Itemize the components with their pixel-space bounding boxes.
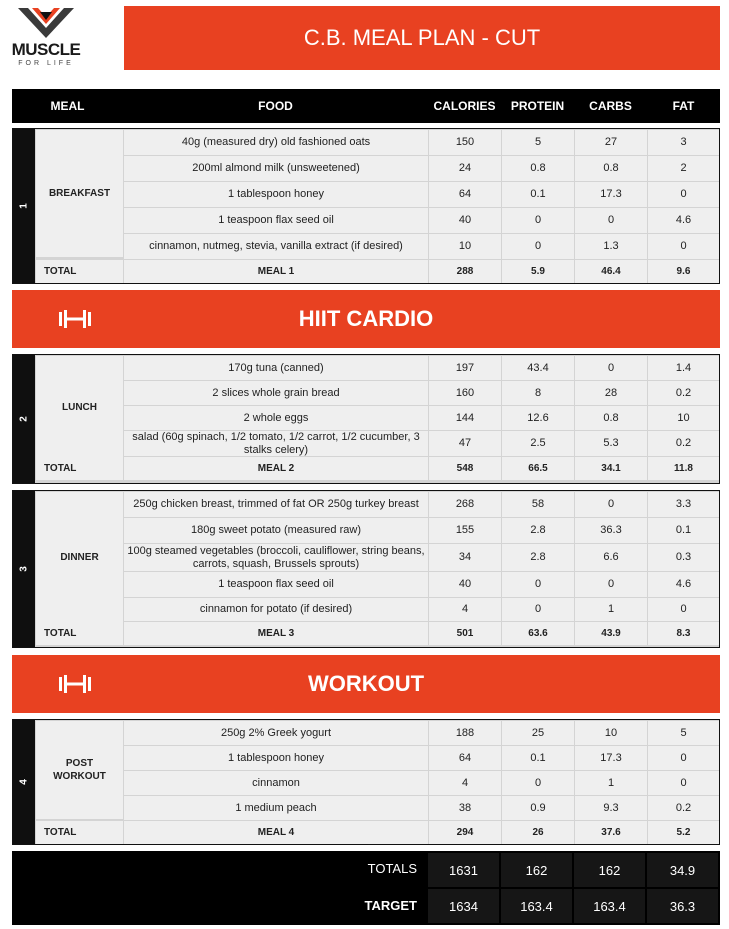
food-cell: 200ml almond milk (unsweetened) xyxy=(124,156,428,181)
fat-cell: 0 xyxy=(648,746,719,770)
meal-number: 3 xyxy=(18,566,30,572)
col-meal: MEAL xyxy=(50,99,85,113)
food-cell: 1 tablespoon honey xyxy=(124,182,428,207)
calories-cell: 10 xyxy=(429,234,501,259)
calories-cell: 268 xyxy=(429,492,501,517)
calories-cell: 24 xyxy=(429,156,501,181)
protein-cell: 12.6 xyxy=(502,406,574,430)
calories-cell: 47 xyxy=(429,431,501,456)
protein-cell: 0.8 xyxy=(502,156,574,181)
carbs-cell: 1 xyxy=(575,771,647,795)
meal-block-4 xyxy=(12,719,720,845)
meal-name: LUNCH xyxy=(36,356,123,458)
calories-cell: 160 xyxy=(429,381,501,405)
target-carbs: 163.4 xyxy=(574,889,645,923)
total-meal-cell: MEAL 2 xyxy=(124,457,428,480)
protein-cell: 25 xyxy=(502,721,574,745)
food-cell: 2 slices whole grain bread xyxy=(124,381,428,405)
calories-cell: 64 xyxy=(429,182,501,207)
total-fat-cell: 11.8 xyxy=(648,457,719,480)
food-cell: cinnamon for potato (if desired) xyxy=(124,598,428,621)
calories-cell: 64 xyxy=(429,746,501,770)
total-label: TOTAL xyxy=(36,260,123,283)
col-calories: CALORIES xyxy=(433,99,496,113)
total-meal-cell: MEAL 3 xyxy=(124,622,428,645)
muscle-for-life-logo xyxy=(10,6,110,72)
protein-cell: 0.9 xyxy=(502,796,574,820)
food-cell: cinnamon xyxy=(124,771,428,795)
food-cell: 1 teaspoon flax seed oil xyxy=(124,208,428,233)
carbs-cell: 0 xyxy=(575,356,647,380)
total-carbs-cell: 34.1 xyxy=(575,457,647,480)
calories-cell: 155 xyxy=(429,518,501,543)
meal-name: POST WORKOUT xyxy=(36,721,123,819)
col-food: FOOD xyxy=(258,99,293,113)
carbs-cell: 0 xyxy=(575,572,647,597)
food-cell: 2 whole eggs xyxy=(124,406,428,430)
total-carbs-cell: 46.4 xyxy=(575,260,647,283)
logo-subtext: FOR LIFE xyxy=(18,60,74,67)
fat-cell: 1.4 xyxy=(648,356,719,380)
food-cell: cinnamon, nutmeg, stevia, vanilla extract (if desired) xyxy=(124,234,428,259)
food-cell: 1 medium peach xyxy=(124,796,428,820)
total-carbs-cell: 43.9 xyxy=(575,622,647,645)
meal-number-bar xyxy=(13,491,35,647)
fat-cell: 4.6 xyxy=(648,572,719,597)
food-cell: 100g steamed vegetables (broccoli, cauliflower, string beans, carrots, squash, Brussels sprouts) xyxy=(124,544,428,571)
carbs-cell: 17.3 xyxy=(575,182,647,207)
food-cell: 250g chicken breast, trimmed of fat OR 250g turkey breast xyxy=(124,492,428,517)
total-fat-cell: 5.2 xyxy=(648,821,719,844)
fat-cell: 3.3 xyxy=(648,492,719,517)
calories-cell: 38 xyxy=(429,796,501,820)
food-cell: 1 teaspoon flax seed oil xyxy=(124,572,428,597)
carbs-cell: 17.3 xyxy=(575,746,647,770)
total-calories-cell: 548 xyxy=(429,457,501,480)
total-calories-cell: 501 xyxy=(429,622,501,645)
totals-panel xyxy=(12,851,720,925)
protein-cell: 43.4 xyxy=(502,356,574,380)
calories-cell: 144 xyxy=(429,406,501,430)
fat-cell: 0 xyxy=(648,771,719,795)
calories-cell: 197 xyxy=(429,356,501,380)
fat-cell: 2 xyxy=(648,156,719,181)
food-cell: 180g sweet potato (measured raw) xyxy=(124,518,428,543)
target-calories: 1634 xyxy=(428,889,499,923)
total-protein-cell: 26 xyxy=(502,821,574,844)
workout-title: WORKOUT xyxy=(307,671,425,696)
protein-cell: 0 xyxy=(502,598,574,621)
fat-cell: 0 xyxy=(648,234,719,259)
hiit-cardio-banner xyxy=(12,290,720,348)
total-calories-cell: 288 xyxy=(429,260,501,283)
total-protein-cell: 66.5 xyxy=(502,457,574,480)
carbs-cell: 0 xyxy=(575,208,647,233)
meal-number-bar xyxy=(13,355,35,483)
fat-cell: 0.2 xyxy=(648,431,719,456)
carbs-cell: 36.3 xyxy=(575,518,647,543)
col-fat: FAT xyxy=(672,99,695,113)
fat-cell: 0 xyxy=(648,182,719,207)
target-protein: 163.4 xyxy=(501,889,572,923)
total-meal-cell: MEAL 4 xyxy=(124,821,428,844)
food-cell: salad (60g spinach, 1/2 tomato, 1/2 carrot, 1/2 cucumber, 3 stalks celery) xyxy=(124,431,428,456)
totals-calories: 1631 xyxy=(428,853,499,887)
fat-cell: 0 xyxy=(648,598,719,621)
carbs-cell: 9.3 xyxy=(575,796,647,820)
carbs-cell: 5.3 xyxy=(575,431,647,456)
carbs-cell: 0.8 xyxy=(575,156,647,181)
protein-cell: 0 xyxy=(502,572,574,597)
food-cell: 170g tuna (canned) xyxy=(124,356,428,380)
fat-cell: 0.1 xyxy=(648,518,719,543)
target-fat: 36.3 xyxy=(647,889,718,923)
protein-cell: 0 xyxy=(502,234,574,259)
calories-cell: 34 xyxy=(429,544,501,571)
logo-v-icon xyxy=(10,6,82,40)
calories-cell: 40 xyxy=(429,208,501,233)
fat-cell: 0.2 xyxy=(648,381,719,405)
total-fat-cell: 8.3 xyxy=(648,622,719,645)
column-header-row xyxy=(12,89,720,123)
meal-block-3 xyxy=(12,490,720,648)
calories-cell: 150 xyxy=(429,130,501,155)
protein-cell: 5 xyxy=(502,130,574,155)
fat-cell: 10 xyxy=(648,406,719,430)
col-protein: PROTEIN xyxy=(510,99,565,113)
total-label: TOTAL xyxy=(36,457,123,480)
meal-name: DINNER xyxy=(36,492,123,622)
food-cell: 250g 2% Greek yogurt xyxy=(124,721,428,745)
protein-cell: 2.8 xyxy=(502,544,574,571)
calories-cell: 4 xyxy=(429,598,501,621)
totals-label: TOTALS xyxy=(367,861,417,876)
carbs-cell: 27 xyxy=(575,130,647,155)
calories-cell: 188 xyxy=(429,721,501,745)
totals-fat: 34.9 xyxy=(647,853,718,887)
hiit-cardio-title: HIIT CARDIO xyxy=(298,306,434,331)
protein-cell: 2.8 xyxy=(502,518,574,543)
total-label: TOTAL xyxy=(36,821,123,844)
total-protein-cell: 63.6 xyxy=(502,622,574,645)
fat-cell: 3 xyxy=(648,130,719,155)
meal-number: 4 xyxy=(18,779,30,785)
meal-number: 1 xyxy=(18,203,30,209)
meal-number: 2 xyxy=(18,416,30,422)
total-meal-cell: MEAL 1 xyxy=(124,260,428,283)
carbs-cell: 6.6 xyxy=(575,544,647,571)
meal-number-bar xyxy=(13,129,35,283)
totals-protein: 162 xyxy=(501,853,572,887)
carbs-cell: 10 xyxy=(575,721,647,745)
carbs-cell: 0.8 xyxy=(575,406,647,430)
protein-cell: 0 xyxy=(502,771,574,795)
protein-cell: 0.1 xyxy=(502,746,574,770)
meal-block-1 xyxy=(12,128,720,284)
logo-text: MUSCLE xyxy=(11,40,81,59)
page-title: C.B. MEAL PLAN - CUT xyxy=(124,6,720,70)
protein-cell: 0.1 xyxy=(502,182,574,207)
workout-banner xyxy=(12,655,720,713)
protein-cell: 8 xyxy=(502,381,574,405)
target-label: TARGET xyxy=(364,898,417,913)
col-carbs: CARBS xyxy=(589,99,632,113)
carbs-cell: 1.3 xyxy=(575,234,647,259)
total-calories-cell: 294 xyxy=(429,821,501,844)
calories-cell: 40 xyxy=(429,572,501,597)
fat-cell: 0.3 xyxy=(648,544,719,571)
food-cell: 40g (measured dry) old fashioned oats xyxy=(124,130,428,155)
totals-carbs: 162 xyxy=(574,853,645,887)
protein-cell: 58 xyxy=(502,492,574,517)
fat-cell: 4.6 xyxy=(648,208,719,233)
carbs-cell: 0 xyxy=(575,492,647,517)
meal-number-bar xyxy=(13,720,35,844)
fat-cell: 0.2 xyxy=(648,796,719,820)
protein-cell: 0 xyxy=(502,208,574,233)
meal-block-2 xyxy=(12,354,720,484)
carbs-cell: 1 xyxy=(575,598,647,621)
calories-cell: 4 xyxy=(429,771,501,795)
protein-cell: 2.5 xyxy=(502,431,574,456)
total-protein-cell: 5.9 xyxy=(502,260,574,283)
carbs-cell: 28 xyxy=(575,381,647,405)
fat-cell: 5 xyxy=(648,721,719,745)
total-carbs-cell: 37.6 xyxy=(575,821,647,844)
total-label: TOTAL xyxy=(36,622,123,645)
total-fat-cell: 9.6 xyxy=(648,260,719,283)
food-cell: 1 tablespoon honey xyxy=(124,746,428,770)
meal-name: BREAKFAST xyxy=(36,130,123,257)
